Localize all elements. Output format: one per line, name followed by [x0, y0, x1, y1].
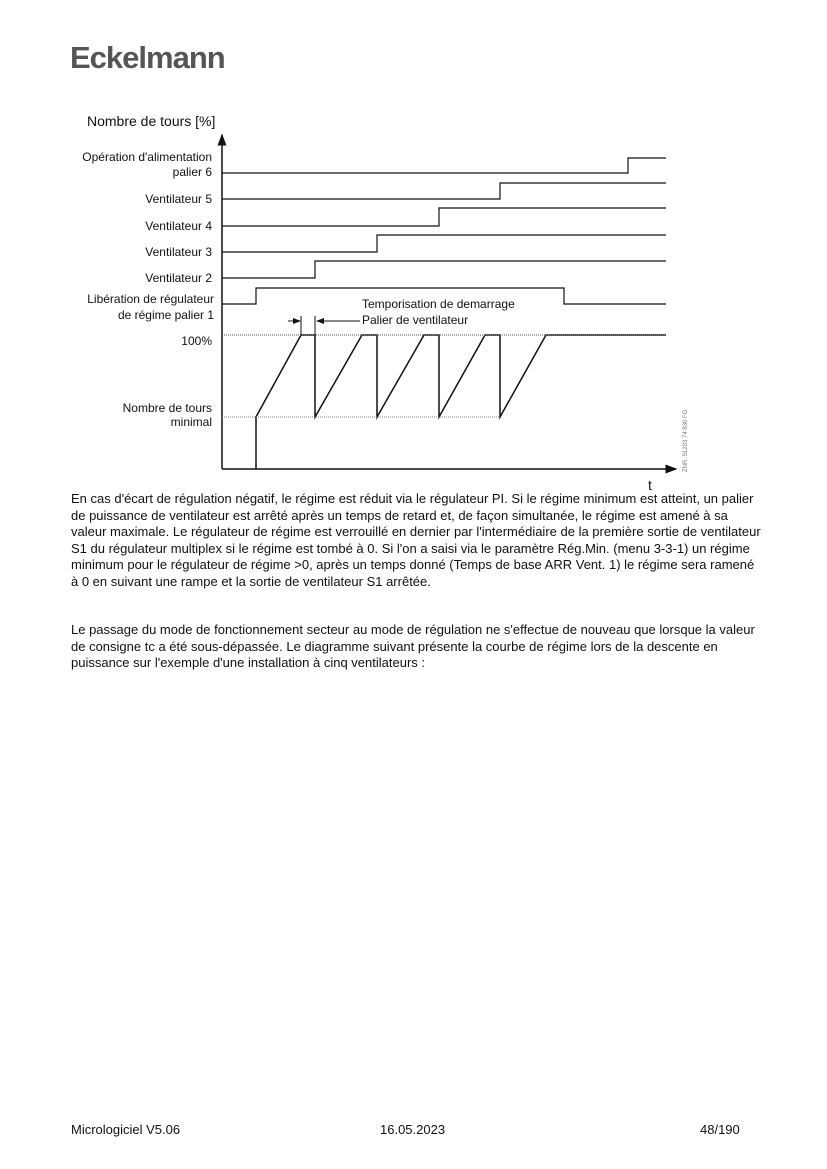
- annotation-palier: Palier de ventilateur: [362, 313, 469, 327]
- signal-v2: [222, 261, 666, 278]
- label-v4: Ventilateur 4: [145, 219, 212, 233]
- label-v5: Ventilateur 5: [145, 192, 212, 206]
- label-palier6: Opération d'alimentation: [82, 150, 212, 164]
- label-min-2: minimal: [170, 415, 212, 429]
- label-liberation: Libération de régulateur: [87, 292, 214, 306]
- speed-curve: [256, 335, 666, 469]
- y-axis-label: Nombre de tours [%]: [87, 113, 216, 129]
- label-v2: Ventilateur 2: [145, 271, 212, 285]
- signal-v5: [222, 183, 666, 199]
- label-min: Nombre de tours: [122, 401, 212, 415]
- annotation-temporisation: Temporisation de demarrage: [362, 297, 515, 311]
- footer-date: 16.05.2023: [380, 1122, 446, 1137]
- label-100pct: 100%: [181, 334, 212, 348]
- figure-reference: ZNR. 51203 74 830 FG: [683, 409, 689, 472]
- label-v3: Ventilateur 3: [145, 245, 212, 259]
- eckelmann-logo: Eckelmann: [70, 40, 225, 75]
- x-axis-label: t: [648, 477, 652, 493]
- signal-v4: [222, 208, 666, 226]
- paragraph-2: Le passage du mode de fonctionnement secteur au mode de régulation ne s'effectue de nouveau que lorsque la valeur de consigne tc a été sous-dépassée. Le diagramme suivant présente la courbe de régime lors de la descente en puissance sur l'exemple d'une installation à cinq ventilateurs :: [71, 622, 755, 670]
- paragraph-1: En cas d'écart de régulation négatif, le régime est réduit via le régulateur PI. Si le régime minimum est atteint, un palier de puissance de ventilateur est arrêté après un temps de retard et, de façon simultanée, le régime est amené à sa valeur maximale. Le régulateur de régime est verrouillé en dernier par l'intermédiaire de la première sortie de ventilateur S1 du régulateur multiplex si le régime est tombé à 0. Si l'on a saisi via le paramètre Rég.Min. (menu 3-3-1) un régime minimum pour le régulateur de régime >0, après un temps donné (Temps de base ARR Vent. 1) le régime sera ramené à 0 en suivant une rampe et la sortie de ventilateur S1 arrêtée.: [71, 491, 761, 589]
- label-liberation-2: de régime palier 1: [117, 308, 214, 322]
- signal-v3: [222, 235, 666, 252]
- label-palier6-2: palier 6: [172, 165, 212, 179]
- signal-palier6: [222, 158, 666, 173]
- speed-diagram: [0, 0, 827, 500]
- footer-software: Micrologiciel V5.06: [71, 1122, 181, 1137]
- footer-page: 48/190: [700, 1122, 740, 1137]
